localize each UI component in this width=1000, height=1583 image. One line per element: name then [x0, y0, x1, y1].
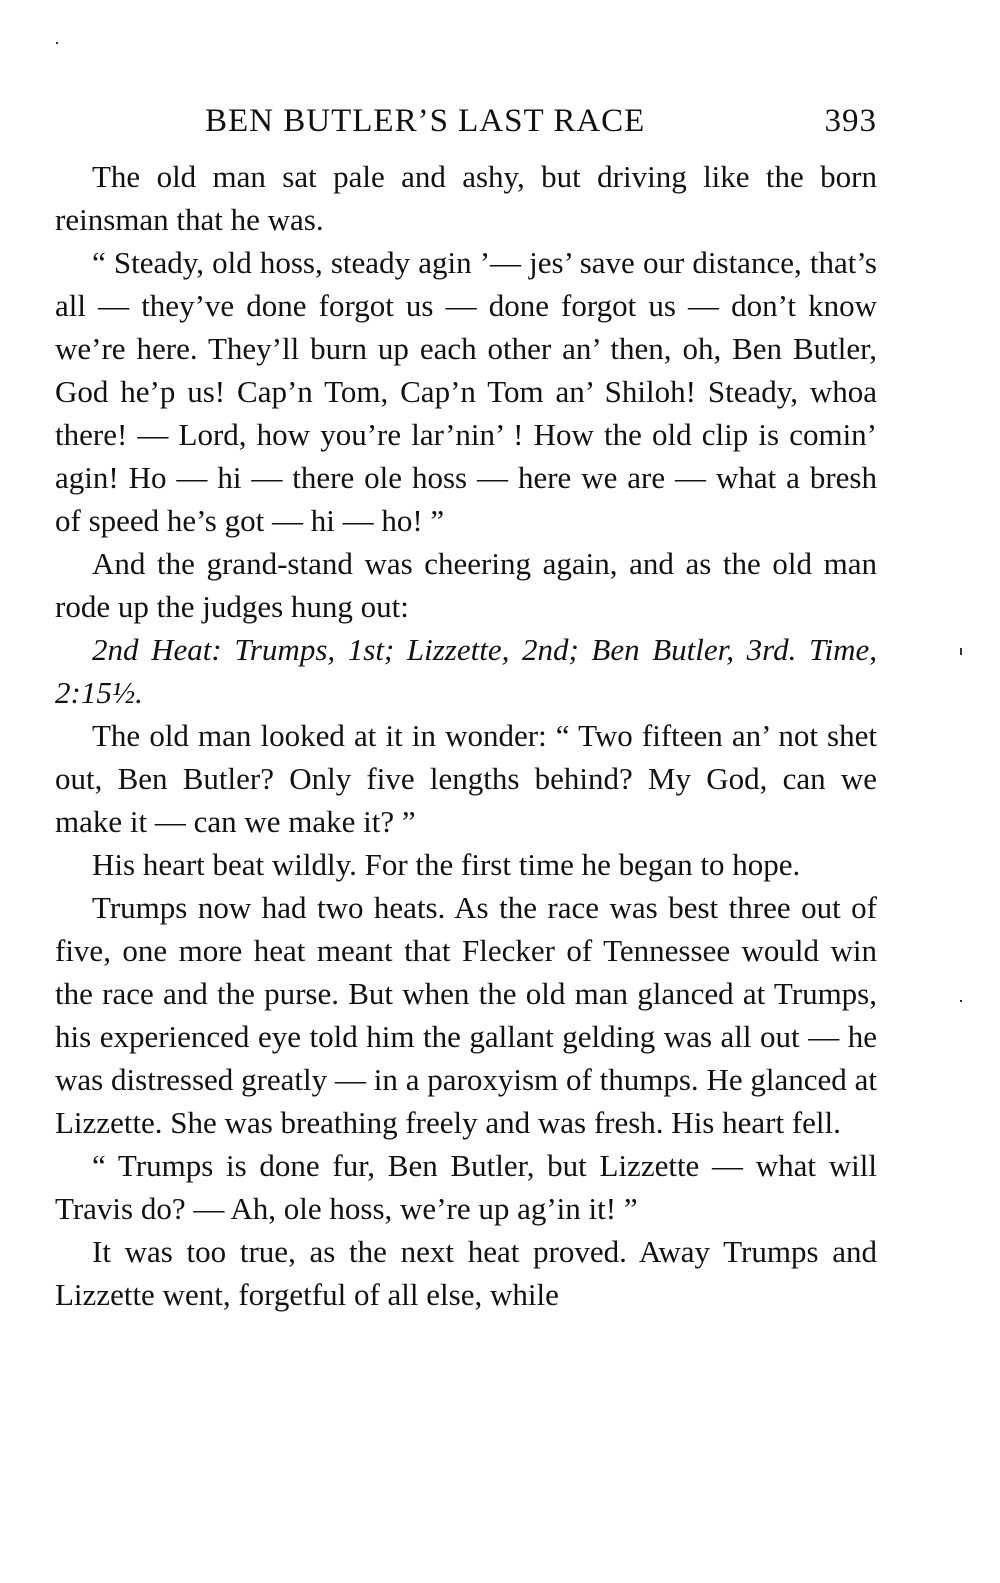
- scan-speck: [960, 648, 962, 655]
- paragraph: And the grand-stand was cheering again, and as the old man rode up the judges hung out:: [55, 546, 877, 624]
- paragraph: Trumps now had two heats. As the race was best three out of five, one more heat meant that Flecker of Tennessee would win the race and the purse. But when the old man glanced at Trumps, his experienced eye told him the gallant gelding was all out — he was distressed greatly — in a paroxyism of thumps. He glanced at Lizzette. She was breathing freely and was fresh. His heart fell.: [55, 890, 877, 1140]
- paragraph: “ Trumps is done fur, Ben Butler, but Lizzette — what will Travis do? — Ah, ole hoss, we’re up ag’in it! ”: [55, 1148, 877, 1226]
- book-page: [55, 95, 877, 1316]
- paragraph: The old man sat pale and ashy, but driving like the born reinsman that he was.: [55, 159, 877, 237]
- heat-result: 2nd Heat: Trumps, 1st; Lizzette, 2nd; Ben Butler, 3rd. Time, 2:15½.: [55, 632, 877, 710]
- page-header: [55, 95, 877, 155]
- scan-speck: [56, 42, 58, 44]
- paragraph: His heart beat wildly. For the first time he began to hope.: [92, 847, 801, 882]
- body-text: [55, 155, 877, 1316]
- running-title: BEN BUTLER’S LAST RACE: [205, 103, 646, 139]
- paragraph: It was too true, as the next heat proved. Away Trumps and Lizzette went, forgetful of all else, while: [55, 1234, 877, 1312]
- paragraph: The old man looked at it in wonder: “ Two fifteen an’ not shet out, Ben Butler? Only five lengths behind? My God, can we make it — can we make it? ”: [55, 718, 877, 839]
- paragraph: “ Steady, old hoss, steady agin ’— jes’ save our distance, that’s all — they’ve done forgot us — done forgot us — don’t know we’re here. They’ll burn up each other an’ then, oh, Ben Butler, God he’p us! Cap’n Tom, Cap’n Tom an’ Shiloh! Steady, whoa there! — Lord, how you’re lar’nin’ ! How the old clip is comin’ agin! Ho — hi — there ole hoss — here we are — what a bresh of speed he’s got — hi — ho! ”: [55, 245, 877, 538]
- page-number: 393: [824, 103, 877, 139]
- scan-speck: [960, 1000, 962, 1002]
